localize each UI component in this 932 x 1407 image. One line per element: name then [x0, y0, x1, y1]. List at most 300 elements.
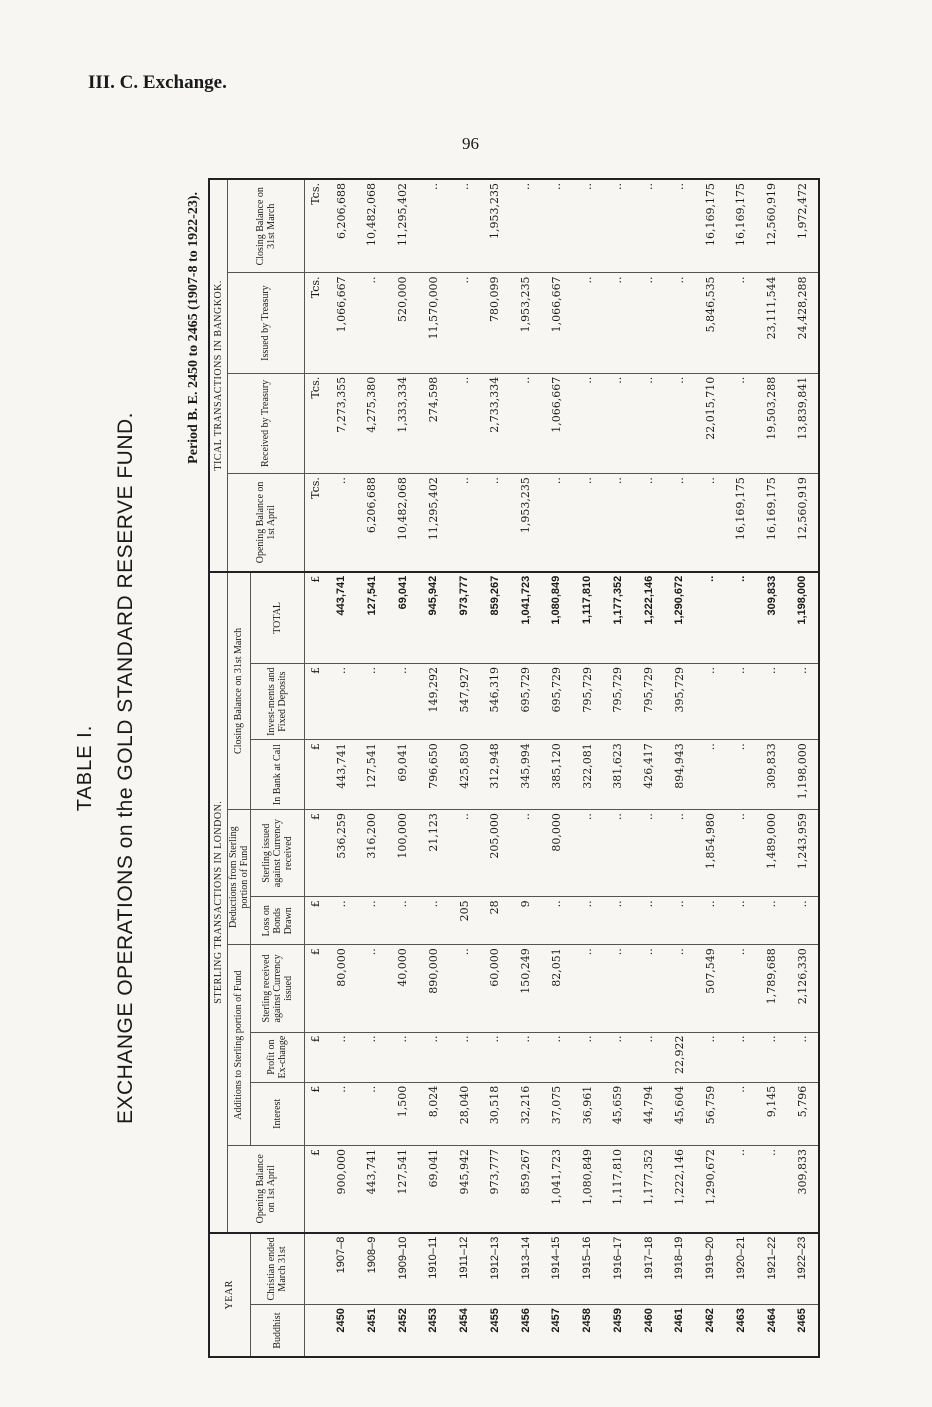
unit-ticals: Tcs. [304, 373, 326, 473]
table-body [304, 179, 819, 1357]
table-titles [68, 178, 208, 1358]
cell-received-by-treasury: 22,015,710 [695, 373, 726, 473]
cell-opening-balance: 1,177,352 [633, 1145, 664, 1232]
cell-total: 945,942 [418, 572, 449, 664]
cell-tical-closing: .. [572, 179, 603, 273]
cell-loss-on-bonds: 205 [449, 897, 480, 945]
cell-investments: .. [356, 663, 387, 739]
table-row [602, 179, 633, 1357]
cell-loss-on-bonds: .. [572, 897, 603, 945]
period-subtitle: Period B. E. 2450 to 2465 (1907-8 to 1922-23). [186, 192, 201, 464]
cell-received-by-treasury: .. [602, 373, 633, 473]
table-title: EXCHANGE OPERATIONS on the GOLD STANDARD RESERVE FUND. [114, 412, 137, 1124]
cell-investments: 546,319 [479, 663, 510, 739]
cell-opening-balance: 859,267 [510, 1145, 541, 1232]
col-issued-treasury: Issued by Treasury [227, 273, 304, 373]
cell-total: 443,741 [326, 572, 357, 664]
unit-pound: £ [304, 572, 326, 664]
cell-buddhist-year: 2465 [787, 1305, 819, 1357]
table-row [479, 179, 510, 1357]
cell-buddhist-year: 2452 [387, 1305, 418, 1357]
col-loss: Loss on Bonds Drawn [250, 897, 304, 945]
cell-opening-balance: .. [725, 1145, 756, 1232]
cell-received-by-treasury: 1,066,667 [541, 373, 572, 473]
cell-sterling-issued: .. [510, 810, 541, 897]
cell-investments: .. [387, 663, 418, 739]
cell-opening-balance: 69,041 [418, 1145, 449, 1232]
cell-buddhist-year: 2451 [356, 1305, 387, 1357]
cell-investments: .. [725, 663, 756, 739]
cell-sterling-issued: 316,200 [356, 810, 387, 897]
cell-buddhist-year: 2454 [449, 1305, 480, 1357]
cell-received-by-treasury: 4,275,380 [356, 373, 387, 473]
col-tical-closing: Closing Balance on 31st March [227, 179, 304, 273]
cell-investments: 695,729 [510, 663, 541, 739]
exchange-operations-table [208, 178, 820, 1358]
cell-received-by-treasury: .. [572, 373, 603, 473]
cell-christian-year: 1914–15 [541, 1233, 572, 1305]
cell-opening-balance: .. [756, 1145, 787, 1232]
cell-interest: .. [356, 1082, 387, 1145]
unit-pound: £ [304, 945, 326, 1032]
col-christian: Christian ended March 31st [250, 1233, 304, 1305]
group-sterling: STERLING TRANSACTIONS IN LONDON. [209, 572, 227, 1233]
cell-christian-year: 1910–11 [418, 1233, 449, 1305]
table-row [787, 179, 819, 1357]
cell-tical-opening: .. [695, 474, 726, 572]
group-year: YEAR [209, 1233, 250, 1357]
cell-tical-opening: .. [602, 474, 633, 572]
cell-buddhist-year: 2453 [418, 1305, 449, 1357]
unit-pound: £ [304, 897, 326, 945]
cell-issued-by-treasury: 5,846,535 [695, 273, 726, 373]
cell-sterling-issued: .. [449, 810, 480, 897]
cell-opening-balance: 1,117,810 [602, 1145, 633, 1232]
cell-opening-balance: 1,222,146 [664, 1145, 695, 1232]
cell-interest: 28,040 [449, 1082, 480, 1145]
cell-tical-closing: .. [449, 179, 480, 273]
cell-sterling-issued: 1,854,980 [695, 810, 726, 897]
cell-sterling-issued: 21,123 [418, 810, 449, 897]
cell-in-bank-at-call: 312,948 [479, 740, 510, 810]
cell-tical-opening: .. [633, 474, 664, 572]
cell-tical-closing: 10,482,068 [356, 179, 387, 273]
rotated-table-block [74, 178, 820, 1358]
cell-buddhist-year: 2457 [541, 1305, 572, 1357]
cell-total: 1,080,849 [541, 572, 572, 664]
cell-christian-year: 1907–8 [326, 1233, 357, 1305]
cell-tical-closing: .. [510, 179, 541, 273]
cell-christian-year: 1916–17 [602, 1233, 633, 1305]
cell-christian-year: 1908–9 [356, 1233, 387, 1305]
cell-in-bank-at-call: 894,943 [664, 740, 695, 810]
unit-ticals: Tcs. [304, 179, 326, 273]
cell-sterling-received: 40,000 [387, 945, 418, 1032]
cell-interest: 9,145 [756, 1082, 787, 1145]
cell-buddhist-year: 2463 [725, 1305, 756, 1357]
cell-investments: 395,729 [664, 663, 695, 739]
cell-opening-balance: 900,000 [326, 1145, 357, 1232]
cell-loss-on-bonds: .. [664, 897, 695, 945]
cell-tical-opening: .. [479, 474, 510, 572]
cell-loss-on-bonds: .. [787, 897, 819, 945]
cell-issued-by-treasury: 11,570,000 [418, 273, 449, 373]
cell-issued-by-treasury: 1,953,235 [510, 273, 541, 373]
cell-in-bank-at-call: .. [695, 740, 726, 810]
cell-tical-opening: .. [326, 474, 357, 572]
cell-profit-on-exchange: .. [541, 1032, 572, 1082]
cell-tical-closing: 12,560,919 [756, 179, 787, 273]
cell-tical-opening: 1,953,235 [510, 474, 541, 572]
cell-opening-balance: 127,541 [387, 1145, 418, 1232]
cell-sterling-issued: 536,259 [326, 810, 357, 897]
table-label: TABLE I. [74, 724, 96, 812]
cell-loss-on-bonds: .. [356, 897, 387, 945]
cell-received-by-treasury: 19,503,288 [756, 373, 787, 473]
col-profit: Profit on Ex-change [250, 1032, 304, 1082]
cell-total: 1,041,723 [510, 572, 541, 664]
cell-interest: 37,075 [541, 1082, 572, 1145]
cell-interest: .. [326, 1082, 357, 1145]
cell-issued-by-treasury: .. [725, 273, 756, 373]
cell-sterling-received: 1,789,688 [756, 945, 787, 1032]
cell-sterling-issued: .. [602, 810, 633, 897]
cell-opening-balance: 1,080,849 [572, 1145, 603, 1232]
cell-tical-closing: 16,169,175 [725, 179, 756, 273]
col-opening: Opening Balance on 1st April [227, 1145, 304, 1232]
cell-buddhist-year: 2460 [633, 1305, 664, 1357]
cell-sterling-received: 60,000 [479, 945, 510, 1032]
col-in-bank: In Bank at Call [250, 740, 304, 810]
cell-received-by-treasury: .. [510, 373, 541, 473]
cell-in-bank-at-call: 309,833 [756, 740, 787, 810]
cell-christian-year: 1918–19 [664, 1233, 695, 1305]
table-row [664, 179, 695, 1357]
cell-issued-by-treasury: 780,099 [479, 273, 510, 373]
unit-ticals: Tcs. [304, 273, 326, 373]
cell-received-by-treasury: 1,333,334 [387, 373, 418, 473]
cell-tical-opening: .. [541, 474, 572, 572]
cell-sterling-received: 82,051 [541, 945, 572, 1032]
cell-investments: .. [787, 663, 819, 739]
cell-tical-closing: .. [541, 179, 572, 273]
cell-investments: .. [695, 663, 726, 739]
cell-profit-on-exchange: .. [387, 1032, 418, 1082]
cell-sterling-issued: .. [572, 810, 603, 897]
cell-total: 69,041 [387, 572, 418, 664]
cell-investments: .. [756, 663, 787, 739]
cell-in-bank-at-call: .. [725, 740, 756, 810]
table-row [356, 179, 387, 1357]
cell-buddhist-year: 2458 [572, 1305, 603, 1357]
cell-christian-year: 1917–18 [633, 1233, 664, 1305]
cell-in-bank-at-call: 69,041 [387, 740, 418, 810]
cell-christian-year: 1912–13 [479, 1233, 510, 1305]
cell-total: 859,267 [479, 572, 510, 664]
table-row [725, 179, 756, 1357]
table-row [418, 179, 449, 1357]
cell-total: .. [695, 572, 726, 664]
cell-total: 973,777 [449, 572, 480, 664]
col-interest: Interest [250, 1082, 304, 1145]
cell-sterling-received: 150,249 [510, 945, 541, 1032]
cell-interest: .. [725, 1082, 756, 1145]
cell-sterling-issued: .. [664, 810, 695, 897]
cell-christian-year: 1915–16 [572, 1233, 603, 1305]
cell-loss-on-bonds: 9 [510, 897, 541, 945]
group-closing: Closing Balance on 31st March [227, 572, 250, 810]
cell-issued-by-treasury: .. [572, 273, 603, 373]
cell-interest: 45,659 [602, 1082, 633, 1145]
cell-loss-on-bonds: .. [602, 897, 633, 945]
cell-tical-closing: .. [602, 179, 633, 273]
cell-in-bank-at-call: 127,541 [356, 740, 387, 810]
cell-total: 1,290,672 [664, 572, 695, 664]
cell-sterling-issued: 80,000 [541, 810, 572, 897]
col-tical-opening: Opening Balance on 1st April [227, 474, 304, 572]
cell-profit-on-exchange: .. [725, 1032, 756, 1082]
table-row [633, 179, 664, 1357]
cell-loss-on-bonds: 28 [479, 897, 510, 945]
cell-opening-balance: 309,833 [787, 1145, 819, 1232]
cell-investments: 149,292 [418, 663, 449, 739]
cell-profit-on-exchange: .. [602, 1032, 633, 1082]
cell-opening-balance: 973,777 [479, 1145, 510, 1232]
cell-issued-by-treasury: 1,066,667 [326, 273, 357, 373]
cell-profit-on-exchange: .. [449, 1032, 480, 1082]
cell-received-by-treasury: .. [633, 373, 664, 473]
col-buddhist: Buddhist [250, 1305, 304, 1357]
cell-sterling-issued: 1,489,000 [756, 810, 787, 897]
cell-received-by-treasury: 274,598 [418, 373, 449, 473]
cell-total: 1,222,146 [633, 572, 664, 664]
cell-received-by-treasury: .. [725, 373, 756, 473]
cell-loss-on-bonds: .. [725, 897, 756, 945]
cell-buddhist-year: 2459 [602, 1305, 633, 1357]
cell-tical-closing: .. [664, 179, 695, 273]
cell-interest: 56,759 [695, 1082, 726, 1145]
cell-christian-year: 1913–14 [510, 1233, 541, 1305]
cell-in-bank-at-call: 385,120 [541, 740, 572, 810]
cell-buddhist-year: 2464 [756, 1305, 787, 1357]
cell-tical-opening: 11,295,402 [418, 474, 449, 572]
unit-pound: £ [304, 740, 326, 810]
cell-profit-on-exchange: .. [572, 1032, 603, 1082]
cell-buddhist-year: 2450 [326, 1305, 357, 1357]
cell-buddhist-year: 2461 [664, 1305, 695, 1357]
cell-in-bank-at-call: 796,650 [418, 740, 449, 810]
cell-tical-opening: 16,169,175 [756, 474, 787, 572]
cell-interest: 44,794 [633, 1082, 664, 1145]
cell-issued-by-treasury: .. [633, 273, 664, 373]
cell-total: .. [725, 572, 756, 664]
cell-investments: 795,729 [572, 663, 603, 739]
unit-pound: £ [304, 1145, 326, 1232]
cell-loss-on-bonds: .. [326, 897, 357, 945]
cell-sterling-received: .. [725, 945, 756, 1032]
cell-tical-opening: .. [664, 474, 695, 572]
cell-in-bank-at-call: 322,081 [572, 740, 603, 810]
cell-profit-on-exchange: .. [356, 1032, 387, 1082]
cell-issued-by-treasury: 23,111,544 [756, 273, 787, 373]
section-heading: III. C. Exchange. [88, 72, 227, 93]
cell-profit-on-exchange: .. [510, 1032, 541, 1082]
cell-christian-year: 1920–21 [725, 1233, 756, 1305]
unit-pound: £ [304, 663, 326, 739]
cell-tical-opening: 6,206,688 [356, 474, 387, 572]
cell-in-bank-at-call: 381,623 [602, 740, 633, 810]
cell-sterling-received: 890,000 [418, 945, 449, 1032]
cell-total: 1,117,810 [572, 572, 603, 664]
cell-loss-on-bonds: .. [387, 897, 418, 945]
table-row [449, 179, 480, 1357]
cell-tical-opening: .. [449, 474, 480, 572]
cell-interest: 5,796 [787, 1082, 819, 1145]
cell-interest: 36,961 [572, 1082, 603, 1145]
cell-interest: 30,518 [479, 1082, 510, 1145]
cell-tical-closing: .. [418, 179, 449, 273]
cell-sterling-issued: .. [725, 810, 756, 897]
cell-received-by-treasury: 13,839,841 [787, 373, 819, 473]
cell-sterling-received: .. [633, 945, 664, 1032]
cell-sterling-received: .. [602, 945, 633, 1032]
cell-sterling-received: .. [572, 945, 603, 1032]
cell-in-bank-at-call: 426,417 [633, 740, 664, 810]
cell-profit-on-exchange: .. [418, 1032, 449, 1082]
cell-profit-on-exchange: .. [756, 1032, 787, 1082]
cell-sterling-received: .. [356, 945, 387, 1032]
cell-interest: 32,216 [510, 1082, 541, 1145]
cell-investments: 695,729 [541, 663, 572, 739]
cell-tical-opening: 12,560,919 [787, 474, 819, 572]
cell-issued-by-treasury: 520,000 [387, 273, 418, 373]
cell-buddhist-year: 2456 [510, 1305, 541, 1357]
cell-profit-on-exchange: .. [633, 1032, 664, 1082]
cell-issued-by-treasury: .. [602, 273, 633, 373]
cell-sterling-received: .. [664, 945, 695, 1032]
cell-sterling-issued: 1,243,959 [787, 810, 819, 897]
cell-tical-opening: .. [572, 474, 603, 572]
cell-profit-on-exchange: .. [326, 1032, 357, 1082]
cell-loss-on-bonds: .. [756, 897, 787, 945]
cell-sterling-issued: 205,000 [479, 810, 510, 897]
cell-in-bank-at-call: 345,994 [510, 740, 541, 810]
cell-tical-closing: 16,169,175 [695, 179, 726, 273]
col-sterling-issued: Sterling issued against Currency received [250, 810, 304, 897]
table-row [387, 179, 418, 1357]
cell-total: 127,541 [356, 572, 387, 664]
cell-received-by-treasury: .. [449, 373, 480, 473]
cell-profit-on-exchange: .. [695, 1032, 726, 1082]
cell-tical-opening: 16,169,175 [725, 474, 756, 572]
cell-sterling-received: 2,126,330 [787, 945, 819, 1032]
cell-loss-on-bonds: .. [633, 897, 664, 945]
col-investments: Invest-ments and Fixed Deposits [250, 663, 304, 739]
table-row [756, 179, 787, 1357]
cell-in-bank-at-call: 1,198,000 [787, 740, 819, 810]
cell-investments: 795,729 [602, 663, 633, 739]
group-deductions: Deductions from Sterling portion of Fund [227, 810, 250, 945]
cell-sterling-issued: 100,000 [387, 810, 418, 897]
cell-sterling-received: 507,549 [695, 945, 726, 1032]
table-row [541, 179, 572, 1357]
table-row [510, 179, 541, 1357]
cell-sterling-received: .. [449, 945, 480, 1032]
unit-pound: £ [304, 1032, 326, 1082]
cell-issued-by-treasury: .. [664, 273, 695, 373]
cell-christian-year: 1909–10 [387, 1233, 418, 1305]
cell-total: 1,177,352 [602, 572, 633, 664]
cell-in-bank-at-call: 443,741 [326, 740, 357, 810]
page-number: 96 [462, 134, 479, 153]
col-total: TOTAL [250, 572, 304, 664]
cell-total: 309,833 [756, 572, 787, 664]
cell-tical-closing: .. [633, 179, 664, 273]
cell-opening-balance: 945,942 [449, 1145, 480, 1232]
group-additions: Additions to Sterling portion of Fund [227, 945, 250, 1146]
cell-issued-by-treasury: .. [449, 273, 480, 373]
table-row [572, 179, 603, 1357]
cell-christian-year: 1919–20 [695, 1233, 726, 1305]
unit-ticals: Tcs. [304, 474, 326, 572]
cell-buddhist-year: 2455 [479, 1305, 510, 1357]
cell-opening-balance: 1,290,672 [695, 1145, 726, 1232]
cell-investments: .. [326, 663, 357, 739]
group-tical: TICAL TRANSACTIONS IN BANGKOK. [209, 179, 227, 572]
cell-tical-closing: 6,206,688 [326, 179, 357, 273]
cell-interest: 45,604 [664, 1082, 695, 1145]
cell-tical-closing: 1,972,472 [787, 179, 819, 273]
table-row [326, 179, 357, 1357]
col-received-treasury: Received by Treasury [227, 373, 304, 473]
cell-received-by-treasury: .. [664, 373, 695, 473]
cell-opening-balance: 1,041,723 [541, 1145, 572, 1232]
cell-loss-on-bonds: .. [418, 897, 449, 945]
cell-tical-closing: 1,953,235 [479, 179, 510, 273]
cell-tical-closing: 11,295,402 [387, 179, 418, 273]
table-row [695, 179, 726, 1357]
cell-christian-year: 1911–12 [449, 1233, 480, 1305]
cell-investments: 547,927 [449, 663, 480, 739]
cell-issued-by-treasury: 1,066,667 [541, 273, 572, 373]
cell-christian-year: 1922–23 [787, 1233, 819, 1305]
cell-issued-by-treasury: 24,428,288 [787, 273, 819, 373]
cell-loss-on-bonds: .. [695, 897, 726, 945]
cell-profit-on-exchange: 22,922 [664, 1032, 695, 1082]
unit-pound: £ [304, 1082, 326, 1145]
cell-interest: 8,024 [418, 1082, 449, 1145]
cell-issued-by-treasury: .. [356, 273, 387, 373]
cell-buddhist-year: 2462 [695, 1305, 726, 1357]
cell-received-by-treasury: 7,273,355 [326, 373, 357, 473]
cell-loss-on-bonds: .. [541, 897, 572, 945]
cell-christian-year: 1921–22 [756, 1233, 787, 1305]
unit-pound: £ [304, 810, 326, 897]
units-row [304, 179, 326, 1357]
cell-in-bank-at-call: 425,850 [449, 740, 480, 810]
cell-sterling-received: 80,000 [326, 945, 357, 1032]
col-sterling-received: Sterling received against Currency issued [250, 945, 304, 1032]
cell-profit-on-exchange: .. [479, 1032, 510, 1082]
cell-opening-balance: 443,741 [356, 1145, 387, 1232]
cell-profit-on-exchange: .. [787, 1032, 819, 1082]
cell-investments: 795,729 [633, 663, 664, 739]
cell-sterling-issued: .. [633, 810, 664, 897]
cell-interest: 1,500 [387, 1082, 418, 1145]
cell-total: 1,198,000 [787, 572, 819, 664]
cell-received-by-treasury: 2,733,334 [479, 373, 510, 473]
cell-tical-opening: 10,482,068 [387, 474, 418, 572]
